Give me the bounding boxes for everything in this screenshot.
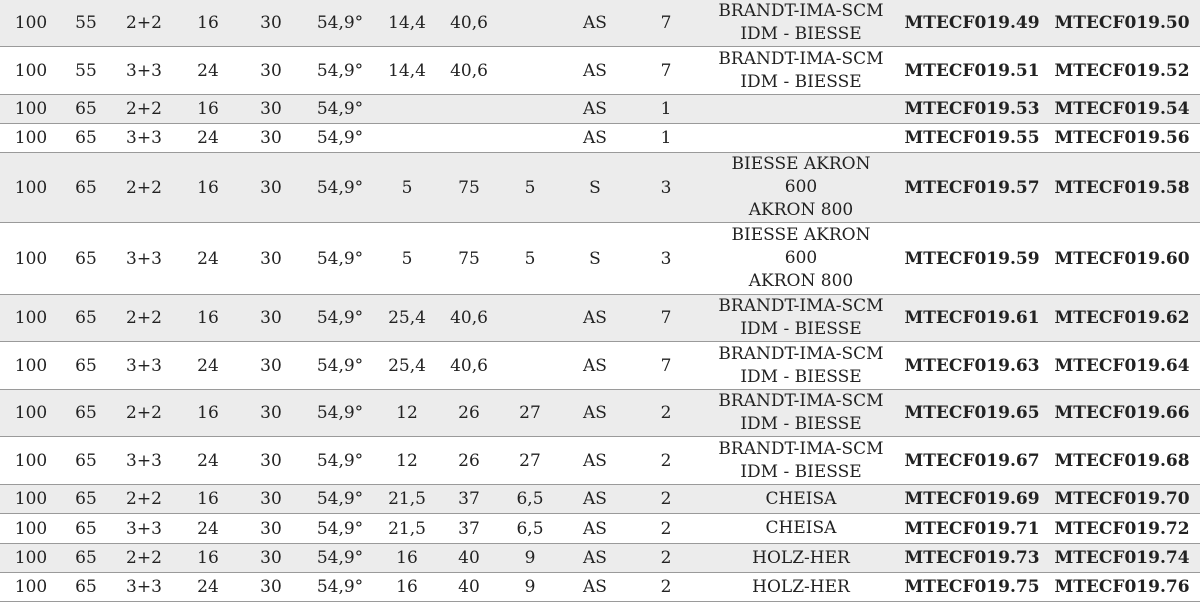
cell-j: AS (583, 548, 607, 568)
cell-b: 65 (75, 308, 97, 328)
cell-f: 54,9° (316, 355, 364, 376)
code-c2: MTECF019.56 (1054, 128, 1190, 148)
cell-i (500, 95, 560, 124)
cell-f: 54,9° (316, 403, 364, 423)
code-c1: MTECF019.59 (904, 248, 1040, 269)
cell-g: 21,5 (388, 489, 426, 509)
cell-k: 2 (660, 403, 672, 423)
cell-b: 65 (75, 450, 97, 471)
cell-d: 16 (197, 13, 219, 33)
cell-g: 16 (396, 548, 418, 568)
cell-d: 16 (197, 489, 219, 509)
cell-h (438, 95, 500, 124)
machine-line: 600 (784, 177, 818, 197)
cell-h: 40,6 (450, 60, 488, 81)
machine-line: BRANDT-IMA-SCM (718, 296, 884, 316)
cell-f: 54,9° (316, 99, 364, 119)
cell-e: 30 (260, 489, 282, 509)
cell-c: 3+3 (126, 60, 162, 81)
cell-k: 2 (660, 577, 672, 597)
cell-c: 2+2 (126, 403, 162, 423)
machine-cell (702, 573, 900, 602)
cell-e: 30 (260, 248, 282, 269)
cell-a: 100 (14, 13, 48, 33)
table-row (0, 95, 1200, 124)
cell-c: 2+2 (126, 308, 162, 328)
cell-i: 5 (524, 248, 536, 269)
machine-line: IDM - BIESSE (740, 24, 862, 44)
machine-cell (702, 95, 900, 124)
cell-b: 55 (75, 60, 97, 81)
code-c2: MTECF019.50 (1054, 13, 1190, 33)
cell-a: 100 (14, 177, 48, 198)
cell-i: 6,5 (516, 518, 544, 539)
cell-j: AS (583, 13, 607, 33)
code-c1: MTECF019.71 (904, 518, 1040, 539)
cell-c: 3+3 (126, 248, 162, 269)
cell-h (438, 124, 500, 153)
cell-f: 54,9° (316, 577, 364, 597)
code-c1: MTECF019.55 (904, 128, 1040, 148)
cell-j: AS (583, 60, 607, 81)
cell-c: 2+2 (126, 99, 162, 119)
cell-a: 100 (14, 355, 48, 376)
table-row (0, 342, 1200, 390)
cell-b: 65 (75, 128, 97, 148)
cell-d: 24 (197, 128, 219, 148)
cell-e: 30 (260, 450, 282, 471)
cell-d: 16 (197, 548, 219, 568)
code-c2: MTECF019.68 (1054, 450, 1190, 471)
cell-a: 100 (14, 577, 48, 597)
cell-c: 3+3 (126, 355, 162, 376)
cell-d: 24 (197, 577, 219, 597)
code-c2: MTECF019.52 (1054, 60, 1190, 81)
table-row (0, 47, 1200, 95)
cell-f: 54,9° (316, 518, 364, 539)
cell-i (500, 124, 560, 153)
cell-c: 2+2 (126, 13, 162, 33)
cell-k: 7 (660, 355, 672, 376)
table-row (0, 295, 1200, 342)
machine-line: IDM - BIESSE (740, 71, 862, 92)
cell-b: 65 (75, 177, 97, 198)
machine-line: HOLZ-HER (752, 547, 850, 568)
cell-f: 54,9° (316, 60, 364, 81)
machine-cell (702, 485, 900, 514)
cell-a: 100 (14, 128, 48, 148)
machine-line: BRANDT-IMA-SCM (718, 343, 884, 364)
machine-line: BRANDT-IMA-SCM (718, 1, 884, 21)
cell-c: 2+2 (126, 548, 162, 568)
cell-e: 30 (260, 577, 282, 597)
cell-a: 100 (14, 308, 48, 328)
code-c1: MTECF019.65 (904, 403, 1040, 423)
cell-a: 100 (14, 60, 48, 81)
cell-e: 30 (260, 403, 282, 423)
cell-j: AS (583, 518, 607, 539)
cell-c: 3+3 (126, 450, 162, 471)
cell-j: AS (583, 308, 607, 328)
cell-h: 26 (458, 450, 480, 471)
cell-d: 24 (197, 450, 219, 471)
cell-h: 40,6 (450, 13, 488, 33)
cell-e: 30 (260, 99, 282, 119)
cell-d: 16 (197, 99, 219, 119)
cell-j: AS (583, 450, 607, 471)
cell-d: 16 (197, 403, 219, 423)
code-c1: MTECF019.73 (904, 548, 1040, 568)
machine-cell (702, 223, 900, 295)
cell-k: 7 (660, 308, 672, 328)
code-c1: MTECF019.67 (904, 450, 1040, 471)
table-row (0, 514, 1200, 544)
cell-h: 40,6 (450, 308, 488, 328)
code-c2: MTECF019.62 (1054, 308, 1190, 328)
table-row (0, 573, 1200, 602)
cell-k: 2 (660, 489, 672, 509)
code-c1: MTECF019.51 (904, 60, 1040, 81)
cell-i: 6,5 (516, 489, 544, 509)
cell-e: 30 (260, 128, 282, 148)
cell-i: 27 (519, 450, 541, 471)
code-c2: MTECF019.70 (1054, 489, 1190, 509)
machine-line: IDM - BIESSE (740, 414, 862, 434)
table-row (0, 153, 1200, 223)
cell-h: 37 (458, 489, 480, 509)
code-c1: MTECF019.53 (904, 99, 1040, 119)
code-c2: MTECF019.66 (1054, 403, 1190, 423)
machine-line: BRANDT-IMA-SCM (718, 48, 884, 69)
cell-k: 2 (660, 548, 672, 568)
cell-d: 16 (197, 308, 219, 328)
code-c2: MTECF019.60 (1054, 248, 1190, 269)
cell-g: 16 (396, 577, 418, 597)
cell-e: 30 (260, 518, 282, 539)
machine-line: CHEISA (765, 488, 837, 509)
cell-b: 65 (75, 518, 97, 539)
table-row (0, 124, 1200, 153)
cell-c: 3+3 (126, 577, 162, 597)
cell-a: 100 (14, 518, 48, 539)
cell-b: 65 (75, 248, 97, 269)
cell-j: AS (583, 577, 607, 597)
code-c2: MTECF019.54 (1054, 99, 1190, 119)
cell-k: 1 (660, 128, 672, 148)
cell-h: 40,6 (450, 355, 488, 376)
cell-g: 14,4 (388, 13, 426, 33)
cell-b: 65 (75, 99, 97, 119)
cell-i (500, 342, 560, 390)
cell-d: 24 (197, 518, 219, 539)
cell-e: 30 (260, 177, 282, 198)
cell-h: 40 (458, 548, 480, 568)
cell-e: 30 (260, 60, 282, 81)
cell-f: 54,9° (316, 308, 364, 328)
cell-b: 65 (75, 548, 97, 568)
cell-i (500, 47, 560, 95)
cell-g (376, 124, 438, 153)
cell-d: 24 (197, 60, 219, 81)
cell-b: 65 (75, 355, 97, 376)
cell-a: 100 (14, 403, 48, 423)
cell-g: 12 (396, 450, 418, 471)
cell-k: 2 (660, 518, 672, 539)
machine-line: BRANDT-IMA-SCM (718, 438, 884, 459)
cell-a: 100 (14, 548, 48, 568)
machine-line: IDM - BIESSE (740, 366, 862, 387)
cell-h: 40 (458, 577, 480, 597)
cell-k: 1 (660, 99, 672, 119)
cell-j: AS (583, 99, 607, 119)
code-c1: MTECF019.57 (904, 177, 1040, 198)
cell-a: 100 (14, 450, 48, 471)
cell-a: 100 (14, 248, 48, 269)
cell-h: 75 (458, 248, 480, 269)
machine-line: CHEISA (765, 518, 837, 538)
machine-line: BRANDT-IMA-SCM (718, 391, 884, 411)
cell-c: 3+3 (126, 518, 162, 539)
cell-i (500, 0, 560, 47)
cell-b: 65 (75, 577, 97, 597)
code-c1: MTECF019.63 (904, 355, 1040, 376)
cell-h: 26 (458, 403, 480, 423)
cell-i: 27 (519, 403, 541, 423)
machine-cell (702, 342, 900, 390)
table-row (0, 437, 1200, 485)
machine-cell (702, 0, 900, 47)
machine-cell (702, 544, 900, 573)
machine-cell (702, 514, 900, 544)
cell-k: 7 (660, 13, 672, 33)
cell-g (376, 95, 438, 124)
machine-cell (702, 153, 900, 223)
cell-j: AS (583, 355, 607, 376)
cell-g: 14,4 (388, 60, 426, 81)
cell-e: 30 (260, 548, 282, 568)
cell-c: 2+2 (126, 177, 162, 198)
cell-c: 3+3 (126, 128, 162, 148)
cell-f: 54,9° (316, 489, 364, 509)
code-c1: MTECF019.49 (904, 13, 1040, 33)
machine-cell (702, 295, 900, 342)
machine-line: AKRON 800 (748, 271, 854, 291)
cell-i: 5 (524, 177, 536, 198)
cell-h: 75 (458, 177, 480, 198)
cell-j: AS (583, 403, 607, 423)
cell-j: AS (583, 128, 607, 148)
cell-d: 16 (197, 177, 219, 198)
cell-k: 3 (660, 248, 672, 269)
machine-line: BIESSE AKRON (731, 225, 871, 245)
machine-cell (702, 437, 900, 485)
cell-j: AS (583, 489, 607, 509)
cell-f: 54,9° (316, 450, 364, 471)
table-row (0, 0, 1200, 47)
table-row (0, 544, 1200, 573)
cell-f: 54,9° (316, 177, 364, 198)
code-c2: MTECF019.64 (1054, 355, 1190, 376)
machine-line: IDM - BIESSE (740, 461, 862, 482)
cell-k: 7 (660, 60, 672, 81)
cell-j: S (589, 248, 601, 269)
code-c2: MTECF019.72 (1054, 518, 1190, 539)
code-c2: MTECF019.74 (1054, 548, 1190, 568)
cell-f: 54,9° (316, 128, 364, 148)
machine-line: AKRON 800 (748, 200, 854, 220)
cell-k: 3 (660, 177, 672, 198)
cell-i: 9 (524, 577, 536, 597)
cell-i (500, 295, 560, 342)
code-c2: MTECF019.58 (1054, 177, 1190, 198)
cell-g: 5 (401, 177, 413, 198)
cell-g: 25,4 (388, 355, 426, 376)
cell-e: 30 (260, 13, 282, 33)
cell-g: 21,5 (388, 518, 426, 539)
machine-cell (702, 124, 900, 153)
machine-cell (702, 47, 900, 95)
cell-d: 24 (197, 355, 219, 376)
cell-c: 2+2 (126, 489, 162, 509)
cell-b: 55 (75, 13, 97, 33)
machine-cell (702, 390, 900, 437)
cell-f: 54,9° (316, 548, 364, 568)
machine-line: 600 (784, 248, 818, 268)
cell-b: 65 (75, 403, 97, 423)
code-c1: MTECF019.69 (904, 489, 1040, 509)
cell-g: 25,4 (388, 308, 426, 328)
machine-line: IDM - BIESSE (740, 319, 862, 339)
cell-b: 65 (75, 489, 97, 509)
cell-f: 54,9° (316, 13, 364, 33)
table-row (0, 485, 1200, 514)
code-c1: MTECF019.75 (904, 577, 1040, 597)
machine-line: BIESSE AKRON (731, 154, 871, 174)
cell-i: 9 (524, 548, 536, 568)
cell-f: 54,9° (316, 248, 364, 269)
cell-a: 100 (14, 99, 48, 119)
table-row (0, 223, 1200, 295)
cell-d: 24 (197, 248, 219, 269)
cell-a: 100 (14, 489, 48, 509)
code-c1: MTECF019.61 (904, 308, 1040, 328)
cell-e: 30 (260, 308, 282, 328)
cell-g: 12 (396, 403, 418, 423)
cell-g: 5 (401, 248, 413, 269)
machine-line: HOLZ-HER (752, 576, 850, 597)
cell-e: 30 (260, 355, 282, 376)
cell-h: 37 (458, 518, 480, 539)
cell-j: S (589, 177, 601, 198)
code-c2: MTECF019.76 (1054, 577, 1190, 597)
table-row (0, 390, 1200, 437)
cell-k: 2 (660, 450, 672, 471)
